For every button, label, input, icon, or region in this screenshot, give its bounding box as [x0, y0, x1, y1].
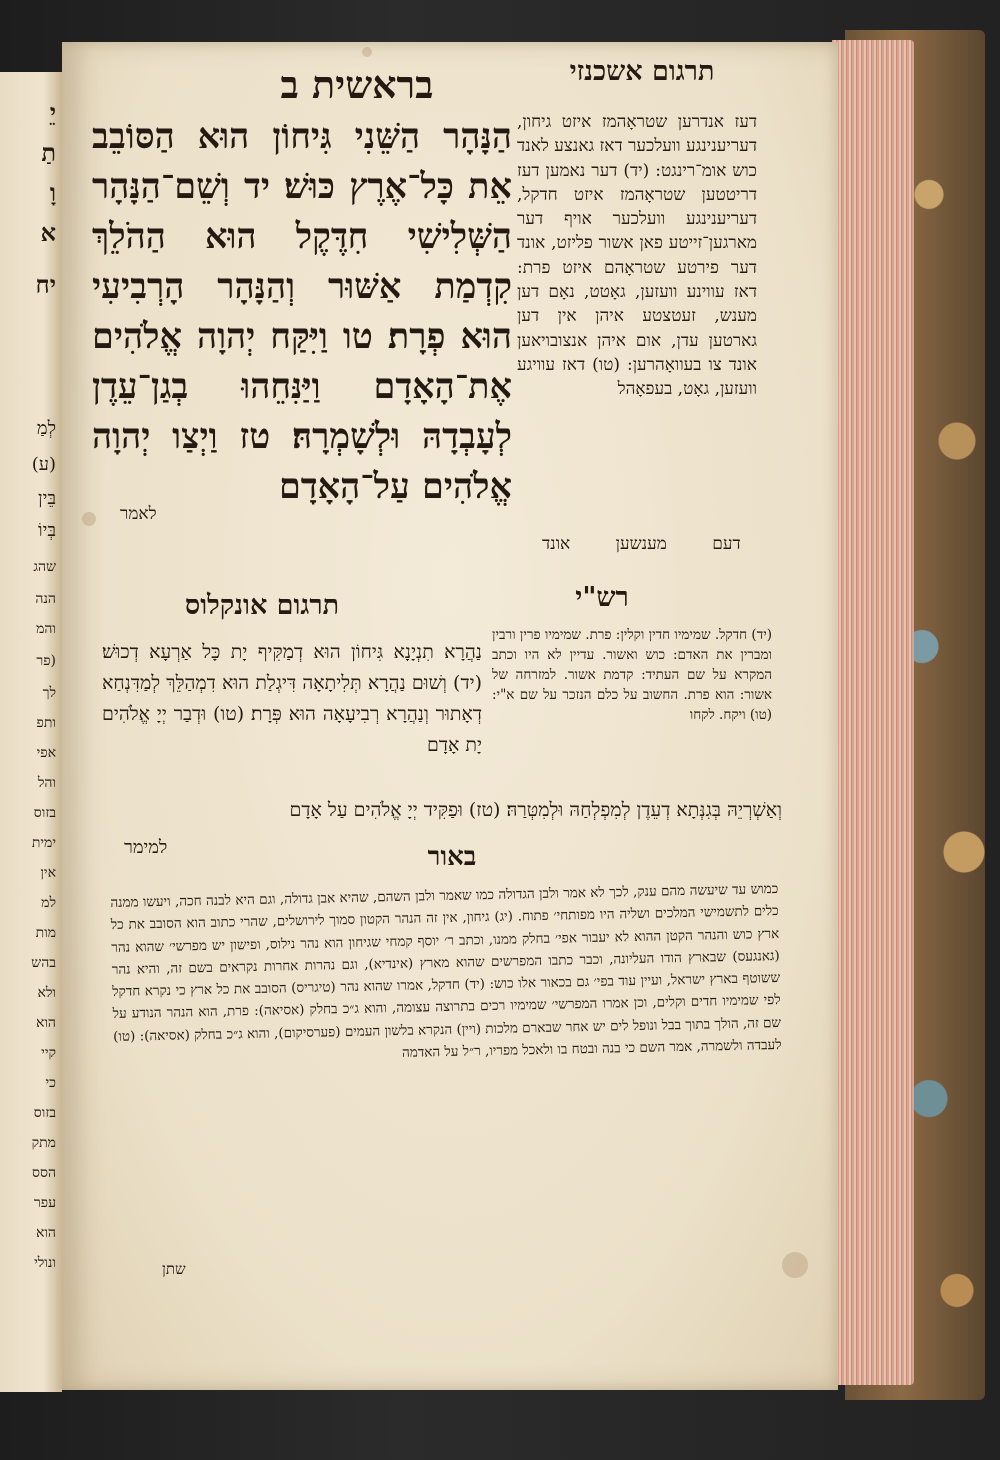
stain	[782, 1252, 808, 1278]
running-header-column-title: תרגום אשכנזי	[569, 56, 715, 87]
left-page-fragment: קיי	[41, 1045, 56, 1061]
left-page-fragment: הסס	[32, 1165, 56, 1181]
biblical-catchword: לאמר	[120, 504, 157, 524]
left-page-fragment: כי	[45, 1075, 56, 1091]
left-page-fragment: א	[40, 218, 56, 247]
left-page-fragment: בזוס	[33, 1105, 56, 1121]
left-page-fragment: והל	[37, 775, 56, 791]
yiddish-translation: דעז אנדרען שטראָהמז איזט גיחון, דעריענינגע וועלכער דאז גאנצע לאנד כוש אומ־רינגט: (יד) דער נאמען דעז דריטטען שטראָהמז איזט חדקל, דעריענינגע וועלכער אויף דער מארגען־זייטע פאן אשור פליזט, אונד דער פירטע שטראָהם איזט פרת: דאז עווינע וועזען, גאָטט, נאָם דען מענש, זעטצטע איהן אין דען גארטען עדן, אום איהן אנצובויאען אונד צו בעוואָהרען: (טו) דאז עוויגע וועזען, גאָט, בעפאָהל	[517, 112, 757, 400]
left-page-fragment: יח	[35, 270, 56, 299]
left-page-fragment: וָ	[49, 178, 56, 207]
left-page-fragment: יֵ	[49, 98, 56, 127]
left-page-fragment: הוא	[35, 1015, 56, 1031]
left-page-fragment: לְמַ	[36, 418, 56, 439]
left-page-fragment: אין	[40, 865, 56, 881]
left-page-fragment: תַ	[41, 138, 56, 167]
rashi-header: רש"י	[575, 582, 629, 613]
left-page-fragment: ונולי	[34, 1255, 56, 1271]
biur-catchword: שתן	[162, 1260, 186, 1278]
page-edges	[832, 40, 914, 1385]
left-page-fragment: אפי	[36, 745, 56, 761]
running-header-book: בראשית ב	[280, 62, 434, 107]
left-page-fragment: עפר	[33, 1195, 56, 1211]
left-page-fragment: (פר	[36, 653, 56, 669]
stain	[362, 47, 372, 57]
left-page-fragment: הוא	[35, 1225, 56, 1241]
onkelos-continuation: וְאַשְׁרְיֵהּ בְּגִנְּתָא דְעֵדֶן לְמִפְלְחַהּ וּלְמִטְּרַהּ׃ (טז) וּפַקִּיד יְיָ אֱלֹהִים עַל אָדָם	[289, 799, 782, 821]
yiddish-catchword: דעם מענשען אונד	[542, 534, 741, 554]
left-page-fragment: בהש	[31, 955, 56, 971]
left-page-fragment: מתק	[31, 1135, 56, 1151]
biblical-text: הַנָּהָר הַשֵּׁנִי גִּיחוֹן הוּא הַסּוֹבֵב אֵת כָּל־אֶרֶץ כּוּשׁ׃ יד וְשֵׁם־הַנָּהָר הַשְּׁלִישִׁי חִדֶּקֶל הוּא הַהֹלֵךְ קִדְמַת אַשּׁוּר וְהַנָּהָר הָרְבִיעִי הוּא פְרָת׃ טו וַיִּקַּח יְהוָה אֱלֹהִים אֶת־הָאָדָם וַיַּנִּחֵהוּ בְגַן־עֵדֶן לְעָבְדָהּ וּלְשָׁמְרָהּ׃ טז וַיְצַו יְהוָה אֱלֹהִים עַל־הָאָדָם	[92, 116, 512, 507]
left-page-fragment: ימית	[31, 835, 56, 851]
left-page-edge	[0, 72, 62, 1392]
left-page-fragment: בְּיוֹ	[38, 520, 56, 541]
left-page-fragment: לך	[42, 685, 56, 701]
onkelos-catchword: למימר	[124, 837, 168, 858]
left-page-fragment: מות	[35, 925, 56, 941]
left-page-fragment: הנה	[35, 591, 56, 607]
left-page-fragment: ולא	[37, 985, 56, 1001]
biur-header: באור	[427, 842, 477, 872]
left-page-fragment: שהג	[33, 559, 56, 575]
left-page-fragment: (ע)	[31, 454, 56, 475]
left-page-fragment: בֵּין	[38, 488, 56, 509]
left-page-fragment: ותפ	[36, 715, 56, 731]
rashi-text: (יד) חדקל. שמימיו חדין וקלין: פרת. שמימיו פרין ורבין ומברין את האדם: כוש ואשור. עדיין לא היו וכתב המקרא על שם העתיד: קדמת אשור. למזרחה של אשור: הוא פרת. החשוב על כלם הנזכר על שם א"י: (טו) ויקח. לקחו	[492, 627, 772, 723]
left-page-fragment: בזוס	[33, 805, 56, 821]
left-page-fragment: למ	[41, 895, 56, 911]
onkelos-text: נַהֲרָא תִנְיָנָא גִּיחוֹן הוּא דְמַקִּיף יָת כָּל אַרְעָא דְכוּשׁ׃ (יד) וְשׁוּם נַהֲרָא תְּלִיתָאָה דִּיגְלַת הוּא דִמְהַלֵּךְ לְמַדִּנְחַא דְאָתוּר וְנַהֲרָא רְבִיעָאָה הוּא פְּרָת׃ (טו) וּדְבַר יְיָ אֱלֹהִים יָת אָדָם	[102, 641, 482, 756]
stain	[82, 512, 96, 526]
biur-commentary: כמוש עד שיעשה מהם ענק, לכך לא אמר ולבן הגדולה כמו שאמר ולבן השהם, שהיא אבן גדולה, וגם היא לבנה חכה, ויעשו ממנה כלים לתשמישי המלכים ושליה היו מפותחי׳ פתוח. (יג) גיחון, אין זה הנהר הקטון סמוך לירושלים, שהרי כתוב הוא הסובב את כל ארץ כוש והנהר הקטן ההוא לא יעבור אפי׳ בחלק ממנו, וכתב ר׳ יוסף קמחי שגיחון הוא נהר נילוס, ופישון יש מפרשי׳ שהוא נהר (גאנגעס) שבארץ הודו העליונה, וכבר כתבו המפרשים שהוא מארץ (אינדיא), וגם נהרות אחרות נקראים בשם זה, והיא נהר ששוטף בארץ ישראל, ועיין עוד בפי׳ גם בכאור אלו כוש: (יד) חדקל, אמרו שהוא נהר (טיגריס) הסובב את כל ארץ כי נקרא חדקל לפי שמימיו חדים וקלים, וכן אמרו המפרשי׳ שמימיו רכים בתרוצה עצומה, והוא ג״כ בחלק (אסיאה): פרת, הוא הנהר הנודע על שם זה, הולך בתוך בבל ונופל לים יש אחר שבארם מלכות (ויין) הנקרא בלשון העמים (פערסיקום), והוא ג״כ בחלק (אסיאה): (טו) לעבדה ולשמרה, אמר השם כי בנה ובטח בו ולאכל מפריו, ר״ל על האדמה	[110, 880, 782, 1061]
onkelos-header: תרגום אונקלוס	[184, 590, 340, 621]
left-page-fragment: והמ	[36, 621, 56, 637]
book-page	[62, 42, 838, 1390]
